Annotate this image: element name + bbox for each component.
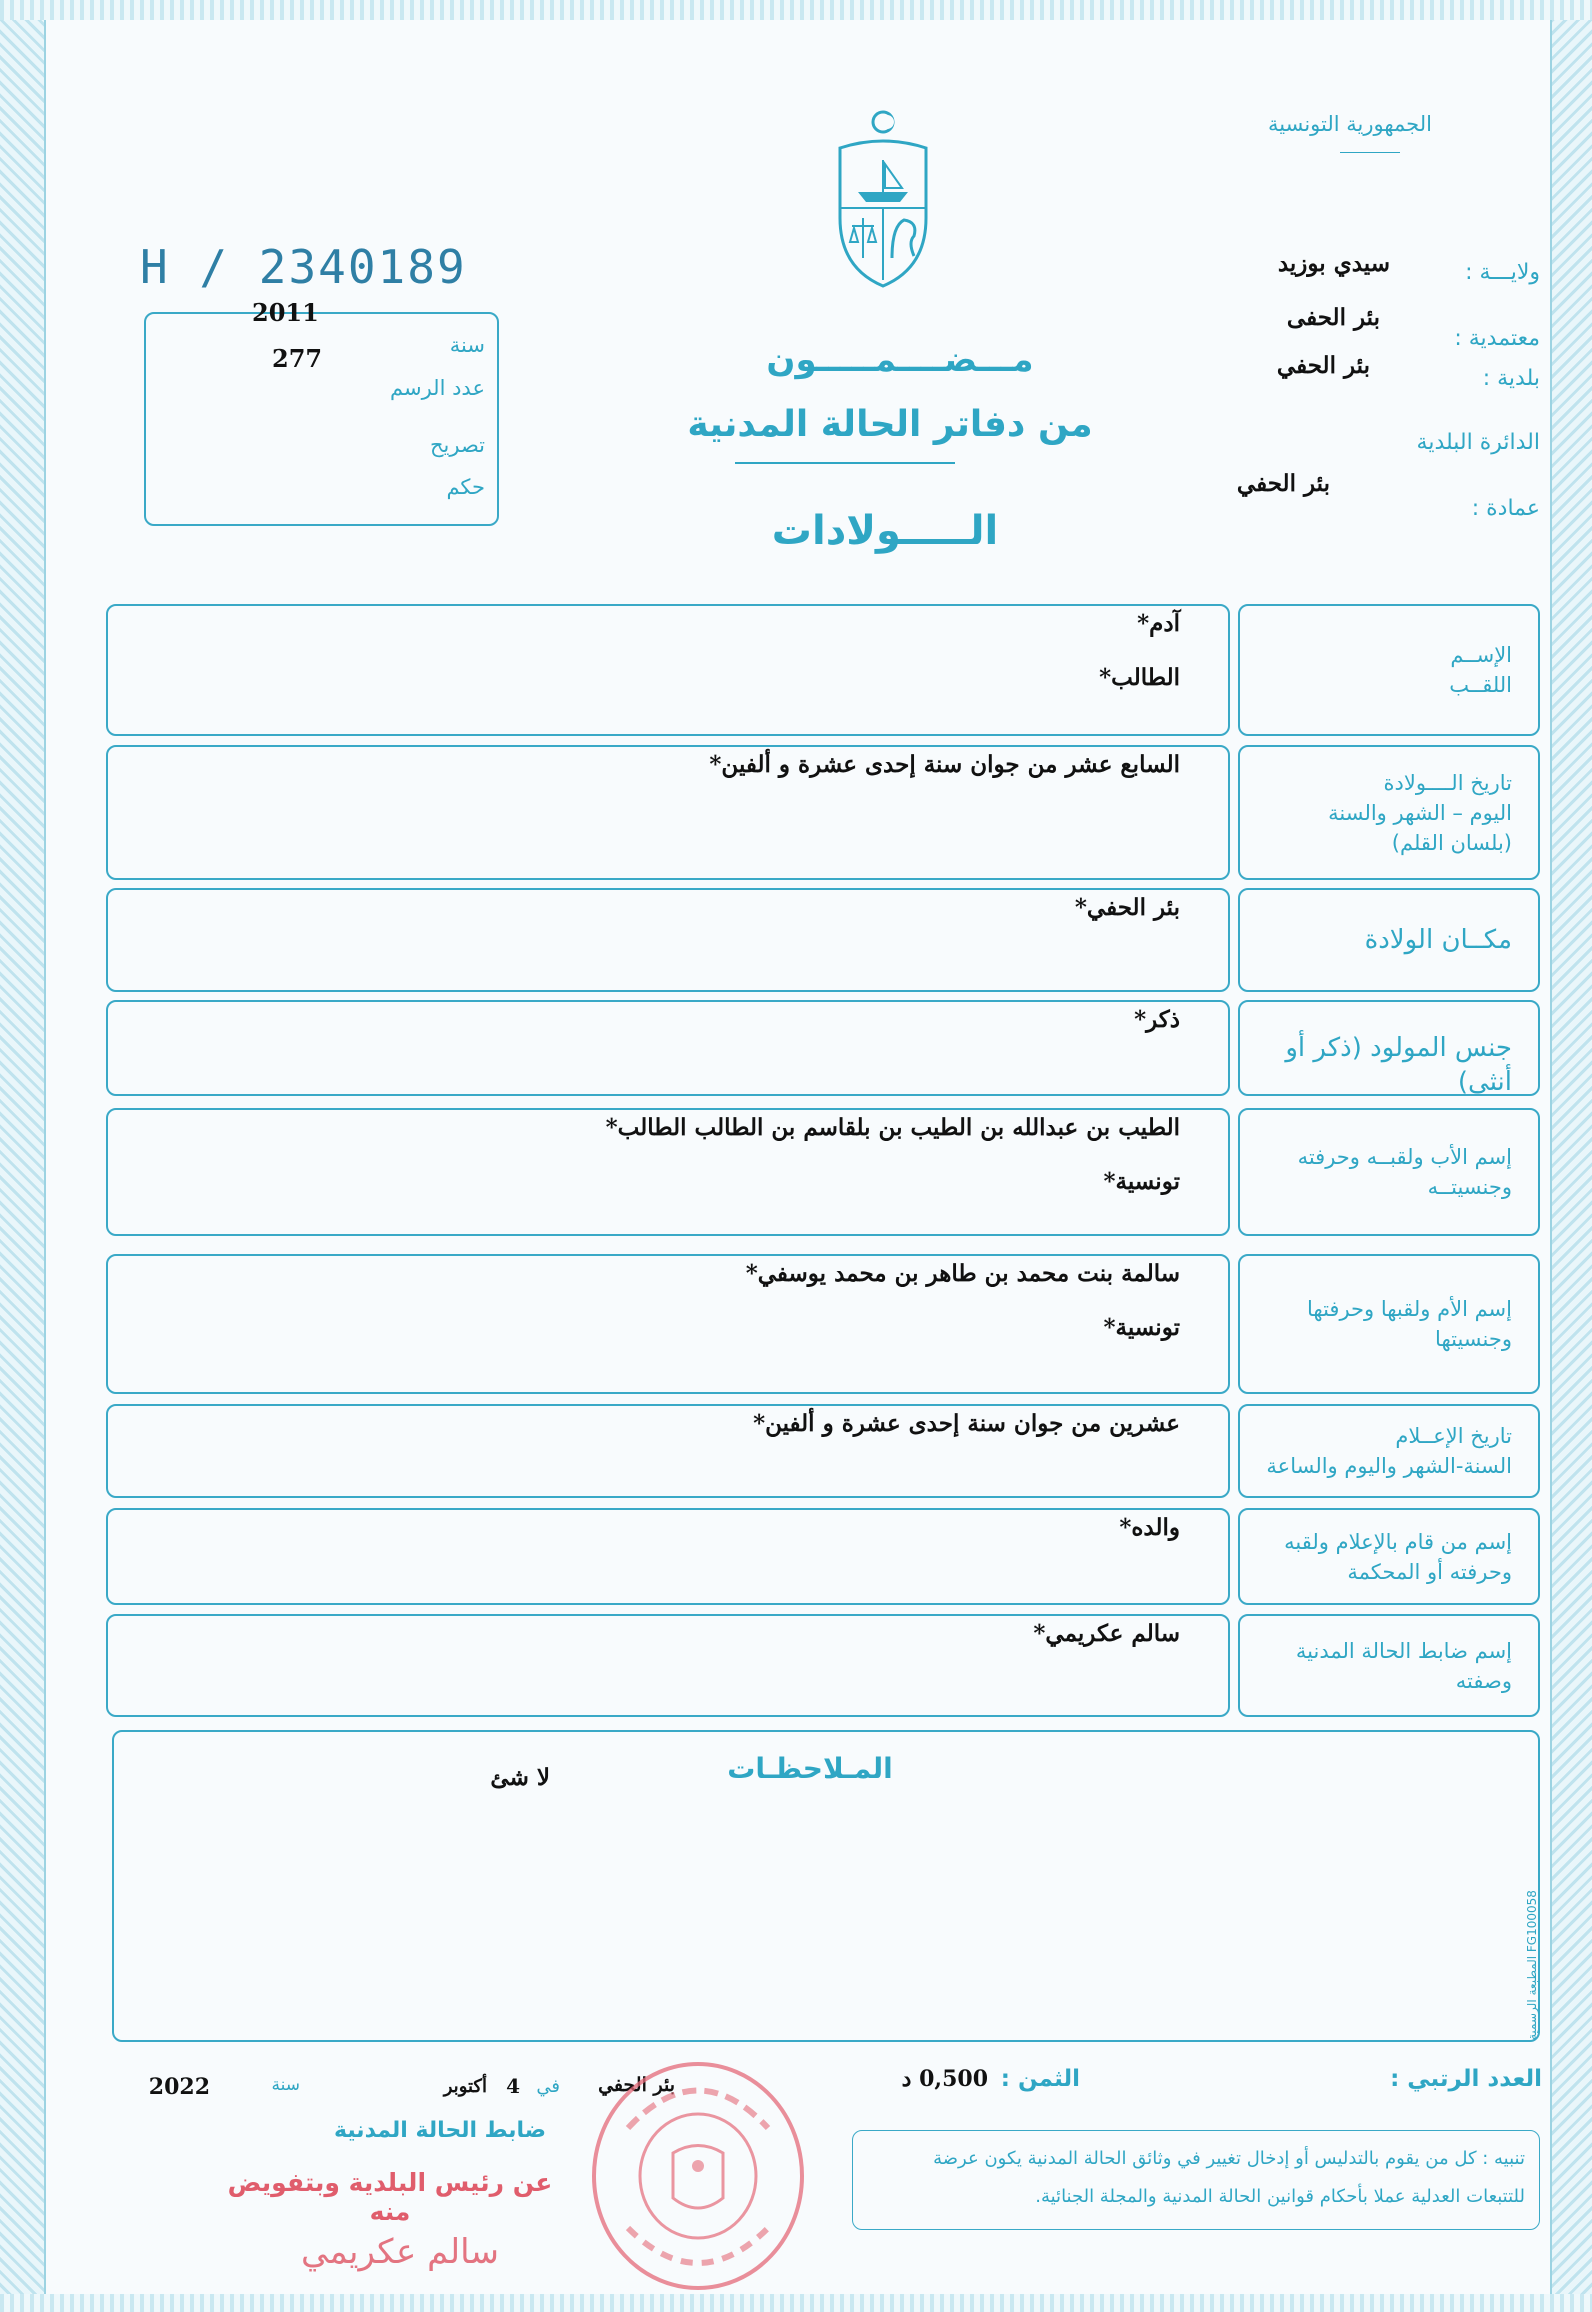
field-value: الطالب* [1099,664,1180,691]
omada-value: بئر الحفي [1236,470,1330,497]
republic-underline [1340,152,1400,153]
delegation-label: معتمدية : [1454,326,1540,351]
bottom-guilloche-border [0,2294,1592,2312]
municipality-value: بئر الحفي [1276,352,1370,379]
title-line1: مـــضــــمـــــون [766,340,1034,380]
field-label: مكــان الولادة [1364,925,1512,955]
republic-label: الجمهورية التونسية [1268,112,1432,136]
remarks-label: المـلاحظـات [727,1752,893,1785]
field-label: وجنسيتها [1435,1327,1512,1351]
field-value: تونسية* [1103,1314,1180,1341]
right-guilloche-border [1550,0,1592,2312]
register-year-value: 2011 [252,298,319,327]
delegation-value: بئر الحفى [1286,304,1380,331]
field-value: والده* [1119,1514,1180,1541]
register-number-label: عدد الرسم [390,376,485,400]
field-label: وجنسيتــه [1427,1175,1512,1199]
serial-number: H / 2340189 [140,240,467,294]
coat-of-arms-icon [830,108,936,288]
field-label: إسم الأم ولقبها وحرفتها [1307,1297,1512,1321]
field-label: وحرفته أو المحكمة [1347,1559,1512,1584]
day-value: 4 [506,2074,520,2098]
field-value: سالمة بنت محمد بن طاهر بن محمد يوسفي* [745,1260,1180,1287]
field-value: السابع عشر من جوان سنة إحدى عشرة و ألفين* [709,751,1180,778]
wilaya-label: ولايـــة : [1465,260,1540,285]
year-label: سنة [271,2075,300,2095]
delegation-stamp-text: عن رئيس البلدية وبتفويض منه [227,2168,553,2226]
field-label: تاريخ الإعــلام [1395,1424,1512,1448]
field-value: تونسية* [1103,1168,1180,1195]
warning-notice-text: تنبيه : كل من يقوم بالتدليس أو إدخال تغيير في وثائق الحالة المدنية يكون عرضة للتتبعات العدلية عملا بأحكام قوانين الحالة المدنية والمجلة الجنائية. [933,2148,1525,2207]
field-label: جنس المولود (ذكر أو أنثى) [1285,1033,1512,1097]
field-label: وصفته [1455,1668,1512,1693]
field-value: ذكر* [1134,1006,1180,1033]
field-label: تاريخ الــــولادة [1383,770,1512,795]
field-value: بئر الحفي* [1074,894,1180,921]
field-label: اليوم – الشهر والسنة [1328,800,1512,825]
field-value: سالم عكريمي* [1033,1620,1180,1647]
field-label: إسم من قام بالإعلام ولقبه [1284,1529,1512,1554]
register-number-value: 277 [272,344,323,373]
municipality-label: بلدية : [1482,366,1540,391]
round-official-stamp [588,2058,808,2294]
field-value: الطيب بن عبدالله بن الطيب بن بلقاسم بن الطالب الطالب* [605,1114,1180,1141]
field-value: آدم* [1137,610,1180,637]
district-label: الدائرة البلدية [1416,430,1540,455]
place-value: بئر الحفي [598,2074,675,2096]
month-value: أكتوبر [443,2076,487,2097]
serial-order-label: العدد الرتبي : [1390,2066,1542,2092]
year-value: 2022 [148,2074,210,2100]
judgment-label: حكم [446,475,485,499]
left-guilloche-border [0,0,46,2312]
declaration-label: تصريح [429,433,485,457]
signature-name: سالم عكريمي [301,2232,499,2272]
top-guilloche-border [0,0,1592,20]
field-label: الإســم [1450,643,1512,667]
remarks-value: لا شئ [490,1764,550,1791]
officer-title: ضابط الحالة المدنية [333,2118,547,2143]
title-line3: الـــــولادات [771,508,999,554]
wilaya-value: سيدي بوزيد [1277,250,1390,277]
title-line2: من دفاتر الحالة المدنية [687,404,1093,445]
printer-code: المطبعة الرسمية FG100058 [1525,1890,1539,2040]
field-label: (بلسان القلم) [1391,830,1512,855]
field-label: إسم الأب ولقبــه وحرفته [1297,1145,1512,1169]
omada-label: عمادة : [1471,496,1540,521]
title-underline [735,462,955,464]
field-label: اللقــب [1449,673,1512,697]
register-year-label: سنة [449,333,485,357]
field-label: السنة-الشهر واليوم والساعة [1266,1454,1512,1478]
field-value: عشرين من جوان سنة إحدى عشرة و ألفين* [753,1410,1180,1437]
in-label: في [536,2076,560,2097]
field-label: إسم ضابط الحالة المدنية [1295,1638,1512,1663]
price-label: الثمن : [1000,2066,1080,2092]
price-value: 0,500 د [901,2066,988,2092]
